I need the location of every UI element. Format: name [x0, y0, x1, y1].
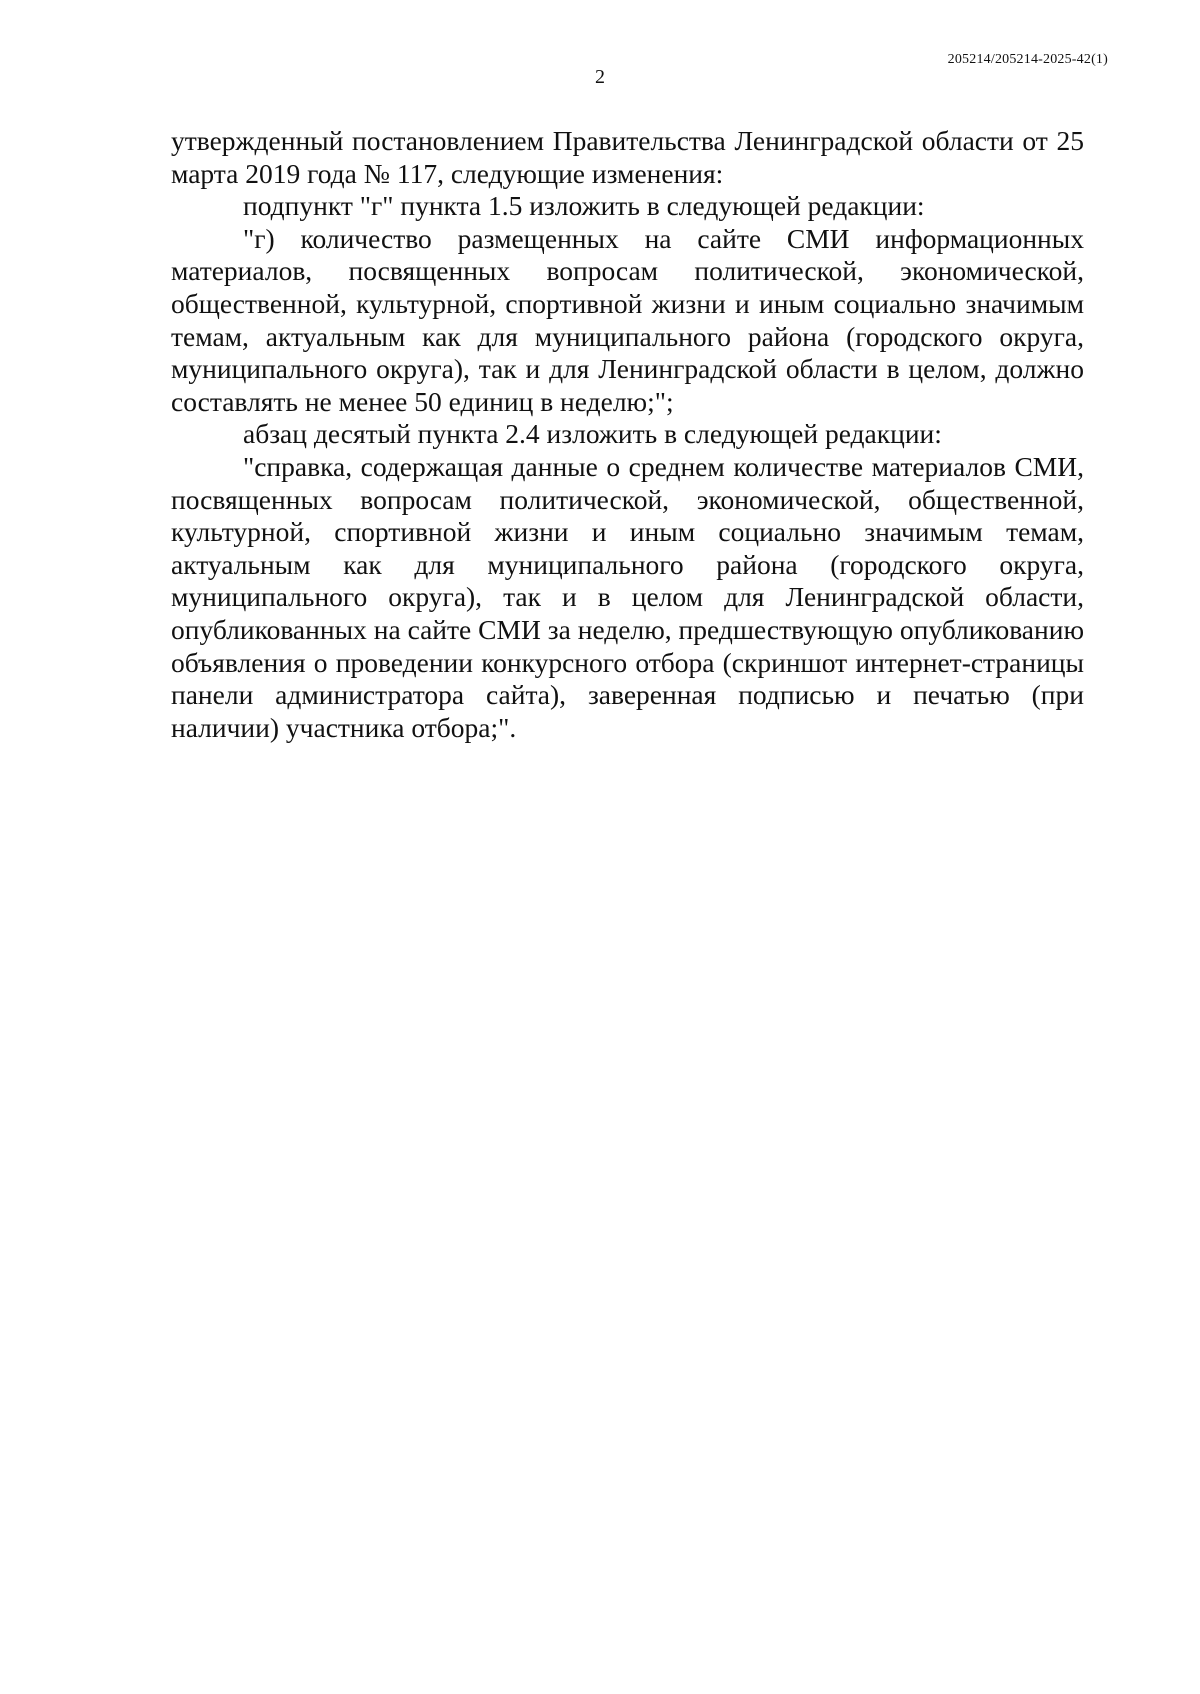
- document-body: [171, 125, 1084, 744]
- paragraph-intro: утвержденный постановлением Правительства Ленинградской области от 25 марта 2019 года № 117, следующие изменения:: [171, 125, 1084, 189]
- paragraph-subpoint-g-instruction: подпункт "г" пункта 1.5 изложить в следующей редакции:: [243, 190, 925, 222]
- paragraph-subpoint-g-text: "г) количество размещенных на сайте СМИ информационных материалов, посвященных вопросам политической, экономической, общественной, культурной, спортивной жизни и иным социально значимым темам, актуальным как для муниципального района (городского округа, муниципального округа), так и для Ленинградской области в целом, должно составлять не менее 50 единиц в неделю;";: [171, 222, 1084, 417]
- paragraph-point-2-4-instruction: абзац десятый пункта 2.4 изложить в следующей редакции:: [243, 418, 942, 450]
- paragraph-point-2-4-text: "справка, содержащая данные о среднем количестве материалов СМИ, посвященных вопросам политической, экономической, общественной, культурной, спортивной жизни и иным социально значимым темам, актуальным как для муниципального района (городского округа, муниципального округа), так и в целом для Ленинградской области, опубликованных на сайте СМИ за неделю, предшествующую опубликованию объявления о проведении конкурсного отбора (скриншот интернет-страницы панели администратора сайта), заверенная подписью и печатью (при наличии) участника отбора;".: [171, 450, 1084, 743]
- page-number: 2: [595, 66, 605, 88]
- document-id: 205214/205214-2025-42(1): [947, 52, 1108, 67]
